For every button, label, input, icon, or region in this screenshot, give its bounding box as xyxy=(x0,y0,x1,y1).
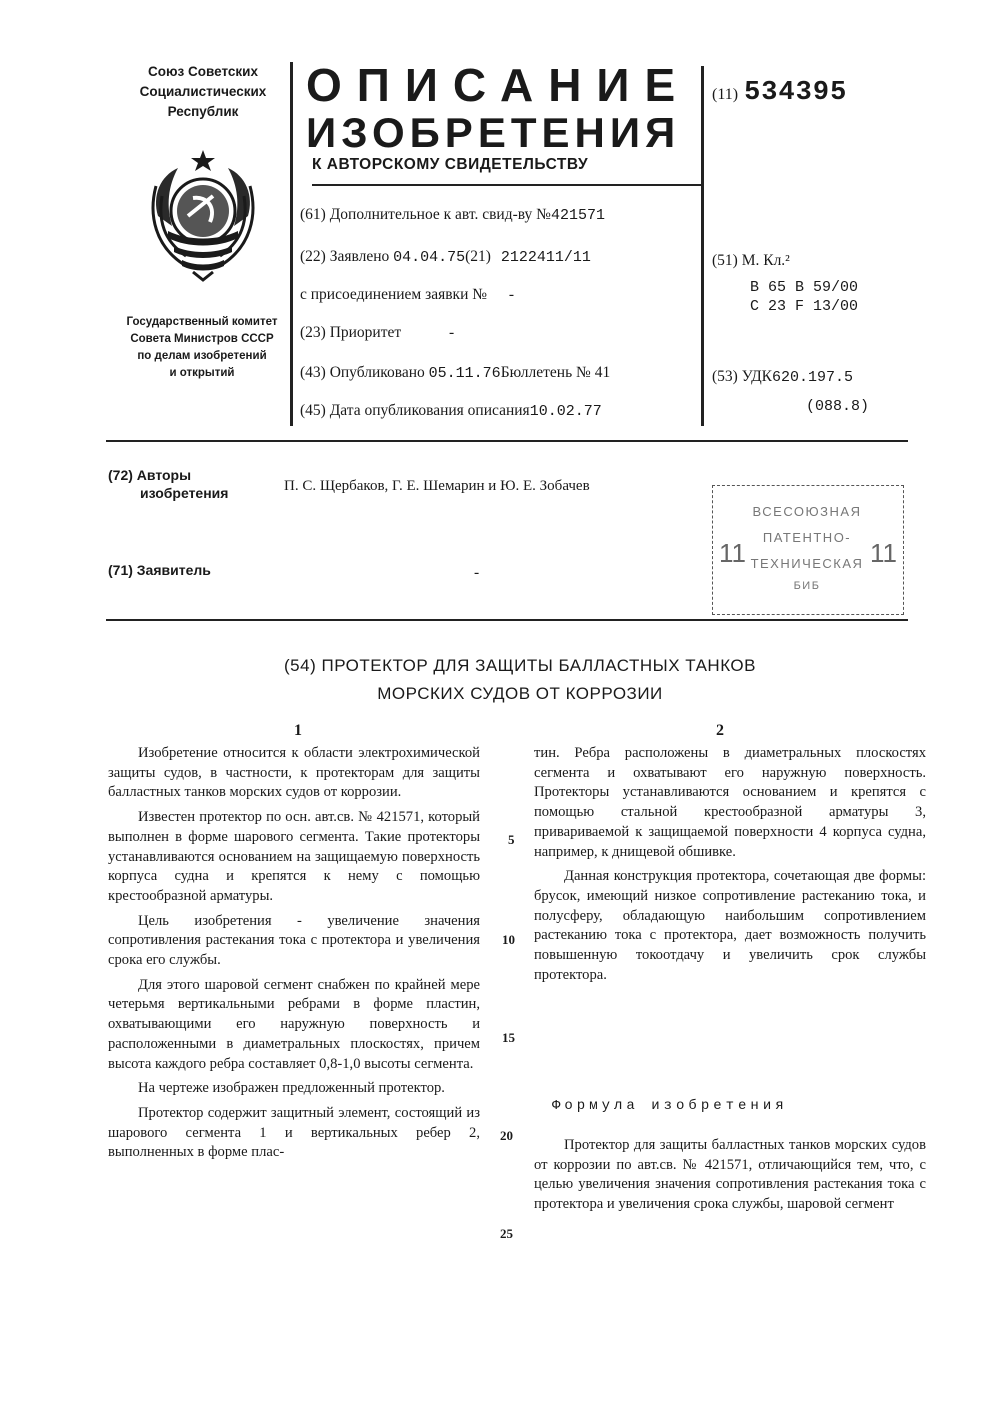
header-separator xyxy=(106,440,908,442)
line-number: 25 xyxy=(500,1226,513,1241)
line-number: 15 xyxy=(502,1030,515,1045)
paragraph: Цель изобретения - увеличение значения сопротивления растекания тока с протектора и увеличения срока его службы. xyxy=(108,912,480,969)
title-invention: ИЗОБРЕТЕНИЯ xyxy=(306,109,681,156)
paragraph: Данная конструкция протектора, сочетающая две формы: брусок, имеющий низкое сопротивление растеканию тока, и полусферу, обладающую наибольшим сопротивлением растеканию тока с протектора, дает возможность получить повышенную токоотдачу и увеличить срок службы протектора. xyxy=(534,868,926,983)
bulletin-value: 41 xyxy=(594,364,611,381)
line-number: 10 xyxy=(502,932,515,947)
field-72-label-line2: изобретения xyxy=(140,485,229,501)
subtitle-underline xyxy=(312,184,704,186)
field-53-label: (53) УДК xyxy=(712,368,773,385)
paragraph: тин. Ребра расположены в диаметральных плоскостях сегмента и охватывают его наружную поверхность. Протекторы устанавливаются основанием и крепятся с помощью стальной крестообразной арматуры 3, привариваемой к защищаемой поверхности 4 корпуса судна, например, к днищевой обшивке. xyxy=(534,745,926,860)
line-number: 5 xyxy=(508,832,515,847)
field-61-label: (61) Дополнительное к авт. свид-ву № xyxy=(300,206,551,223)
field-61-value: 421571 xyxy=(550,207,605,224)
document-title-line1: (54) ПРОТЕКТОР ДЛЯ ЗАЩИТЫ БАЛЛАСТНЫХ ТАНКОВ xyxy=(284,656,756,675)
join-value: - xyxy=(508,286,515,303)
right-vertical-divider xyxy=(701,66,704,426)
field-23-label: (23) Приоритет xyxy=(300,324,402,341)
document-title-line2: МОРСКИХ СУДОВ ОТ КОРРОЗИИ xyxy=(377,684,663,703)
field-22-date: 04.04.75 xyxy=(393,249,466,266)
left-vertical-divider xyxy=(290,62,293,426)
title-description: ОПИСАНИЕ xyxy=(306,59,691,111)
field-53 xyxy=(712,368,853,386)
stamp-side-right: 11 xyxy=(870,538,897,568)
stamp-side-left: 11 xyxy=(719,538,746,568)
paragraph: Известен протектор по осн. авт.св. № 421571, который выполнен в форме шарового сегмента. Такие протекторы устанавливаются основанием на защищаемую поверхность корпуса судна и крепятся к нему с помощью крестообразной арматуры. xyxy=(108,809,480,904)
field-45 xyxy=(300,402,602,420)
document-title xyxy=(200,652,840,708)
patent-number-value: 534395 xyxy=(744,78,848,108)
committee-line: и открытий xyxy=(169,367,235,379)
paragraph: Для этого шаровой сегмент снабжен по крайней мере четерьмя вертикальными ребрами в форме пластин, охватывающими его наружную поверхность и расположенными в диаметральных плоскостях, причем высота каждого ребра составляет 0,8-1,0 высоты сегмента. xyxy=(108,976,480,1072)
committee-name xyxy=(104,314,300,382)
field-23 xyxy=(300,324,454,342)
stamp-line: ПАТЕНТНО- xyxy=(762,530,852,545)
field-53-value: 620.197.5 xyxy=(772,369,854,386)
field-61 xyxy=(300,206,605,224)
field-72-label-line1: (72) Авторы xyxy=(108,467,192,483)
field-21-label: (21) xyxy=(465,248,491,265)
field-22-label: (22) Заявлено xyxy=(300,248,390,265)
line-number: 20 xyxy=(500,1128,513,1143)
ussr-emblem-icon xyxy=(138,146,268,286)
field-22-21 xyxy=(300,248,591,266)
bulletin-label: Бюллетень № xyxy=(500,364,591,381)
patent-number xyxy=(712,78,847,108)
column-1-number: 1 xyxy=(294,722,302,739)
column-1-text xyxy=(108,744,480,1163)
formula-heading: Формула изобретения xyxy=(552,1098,788,1114)
subtitle-certificate: К АВТОРСКОМУ СВИДЕТЕЛЬСТВУ xyxy=(312,156,589,173)
field-72-value: П. С. Щербаков, Г. Е. Шемарин и Ю. Е. Зобачев xyxy=(284,478,590,494)
stamp-line: БИБ xyxy=(793,580,821,592)
paragraph: На чертеже изображен предложенный протектор. xyxy=(138,1080,445,1097)
field-45-label: (45) Дата опубликования описания xyxy=(300,402,530,419)
field-51 xyxy=(712,252,790,270)
library-stamp xyxy=(712,485,904,615)
field-71-value: - xyxy=(474,564,480,581)
field-23-value: - xyxy=(449,324,455,341)
stamp-line: ТЕХНИЧЕСКАЯ xyxy=(750,556,864,571)
authors-separator xyxy=(106,619,908,621)
union-line: Союз Советских xyxy=(148,64,258,79)
field-51-values: B 65 B 59/00 C 23 F 13/00 xyxy=(750,279,859,315)
field-53-value-2: (088.8) xyxy=(806,398,870,415)
committee-line: Совета Министров СССР xyxy=(130,333,274,345)
field-43-label: (43) Опубликовано xyxy=(300,364,425,381)
union-line: Республик xyxy=(167,104,239,119)
committee-line: Государственный комитет xyxy=(126,316,278,328)
field-21-value: 2122411/11 xyxy=(500,249,591,266)
committee-line: по делам изобретений xyxy=(137,350,267,362)
join-application xyxy=(300,286,514,304)
field-51-label: (51) М. Кл.² xyxy=(712,252,790,269)
paragraph: Изобретение относится к области электрохимической защиты судов, в частности, к протекторам для защиты балластных танков морских судов от коррозии. xyxy=(108,745,480,801)
stamp-line: ВСЕСОЮЗНАЯ xyxy=(752,504,862,519)
paragraph: Протектор содержит защитный элемент, состоящий из шарового сегмента 1 и вертикальных ребер 2, выполненных в форме плас- xyxy=(108,1104,480,1161)
union-name xyxy=(108,62,298,122)
formula-paragraph: Протектор для защиты балластных танков морских судов от коррозии по авт.св. № 421571, отличающийся тем, что, с целью увеличения значения сопротивления растекания тока с протектора и увеличения срока службы, шаровой сегмент xyxy=(534,1137,926,1213)
formula-text xyxy=(534,1136,926,1215)
field-43-date: 05.11.76 xyxy=(428,365,501,382)
field-71-label: (71) Заявитель xyxy=(108,562,211,578)
column-2-number: 2 xyxy=(716,722,724,739)
join-label: с присоединением заявки № xyxy=(300,286,488,303)
field-72-label xyxy=(108,466,228,502)
patent-code: (11) xyxy=(712,86,739,103)
field-43 xyxy=(300,364,610,382)
union-line: Социалистических xyxy=(139,84,267,99)
field-45-date: 10.02.77 xyxy=(529,403,602,420)
column-2-text xyxy=(534,744,926,985)
